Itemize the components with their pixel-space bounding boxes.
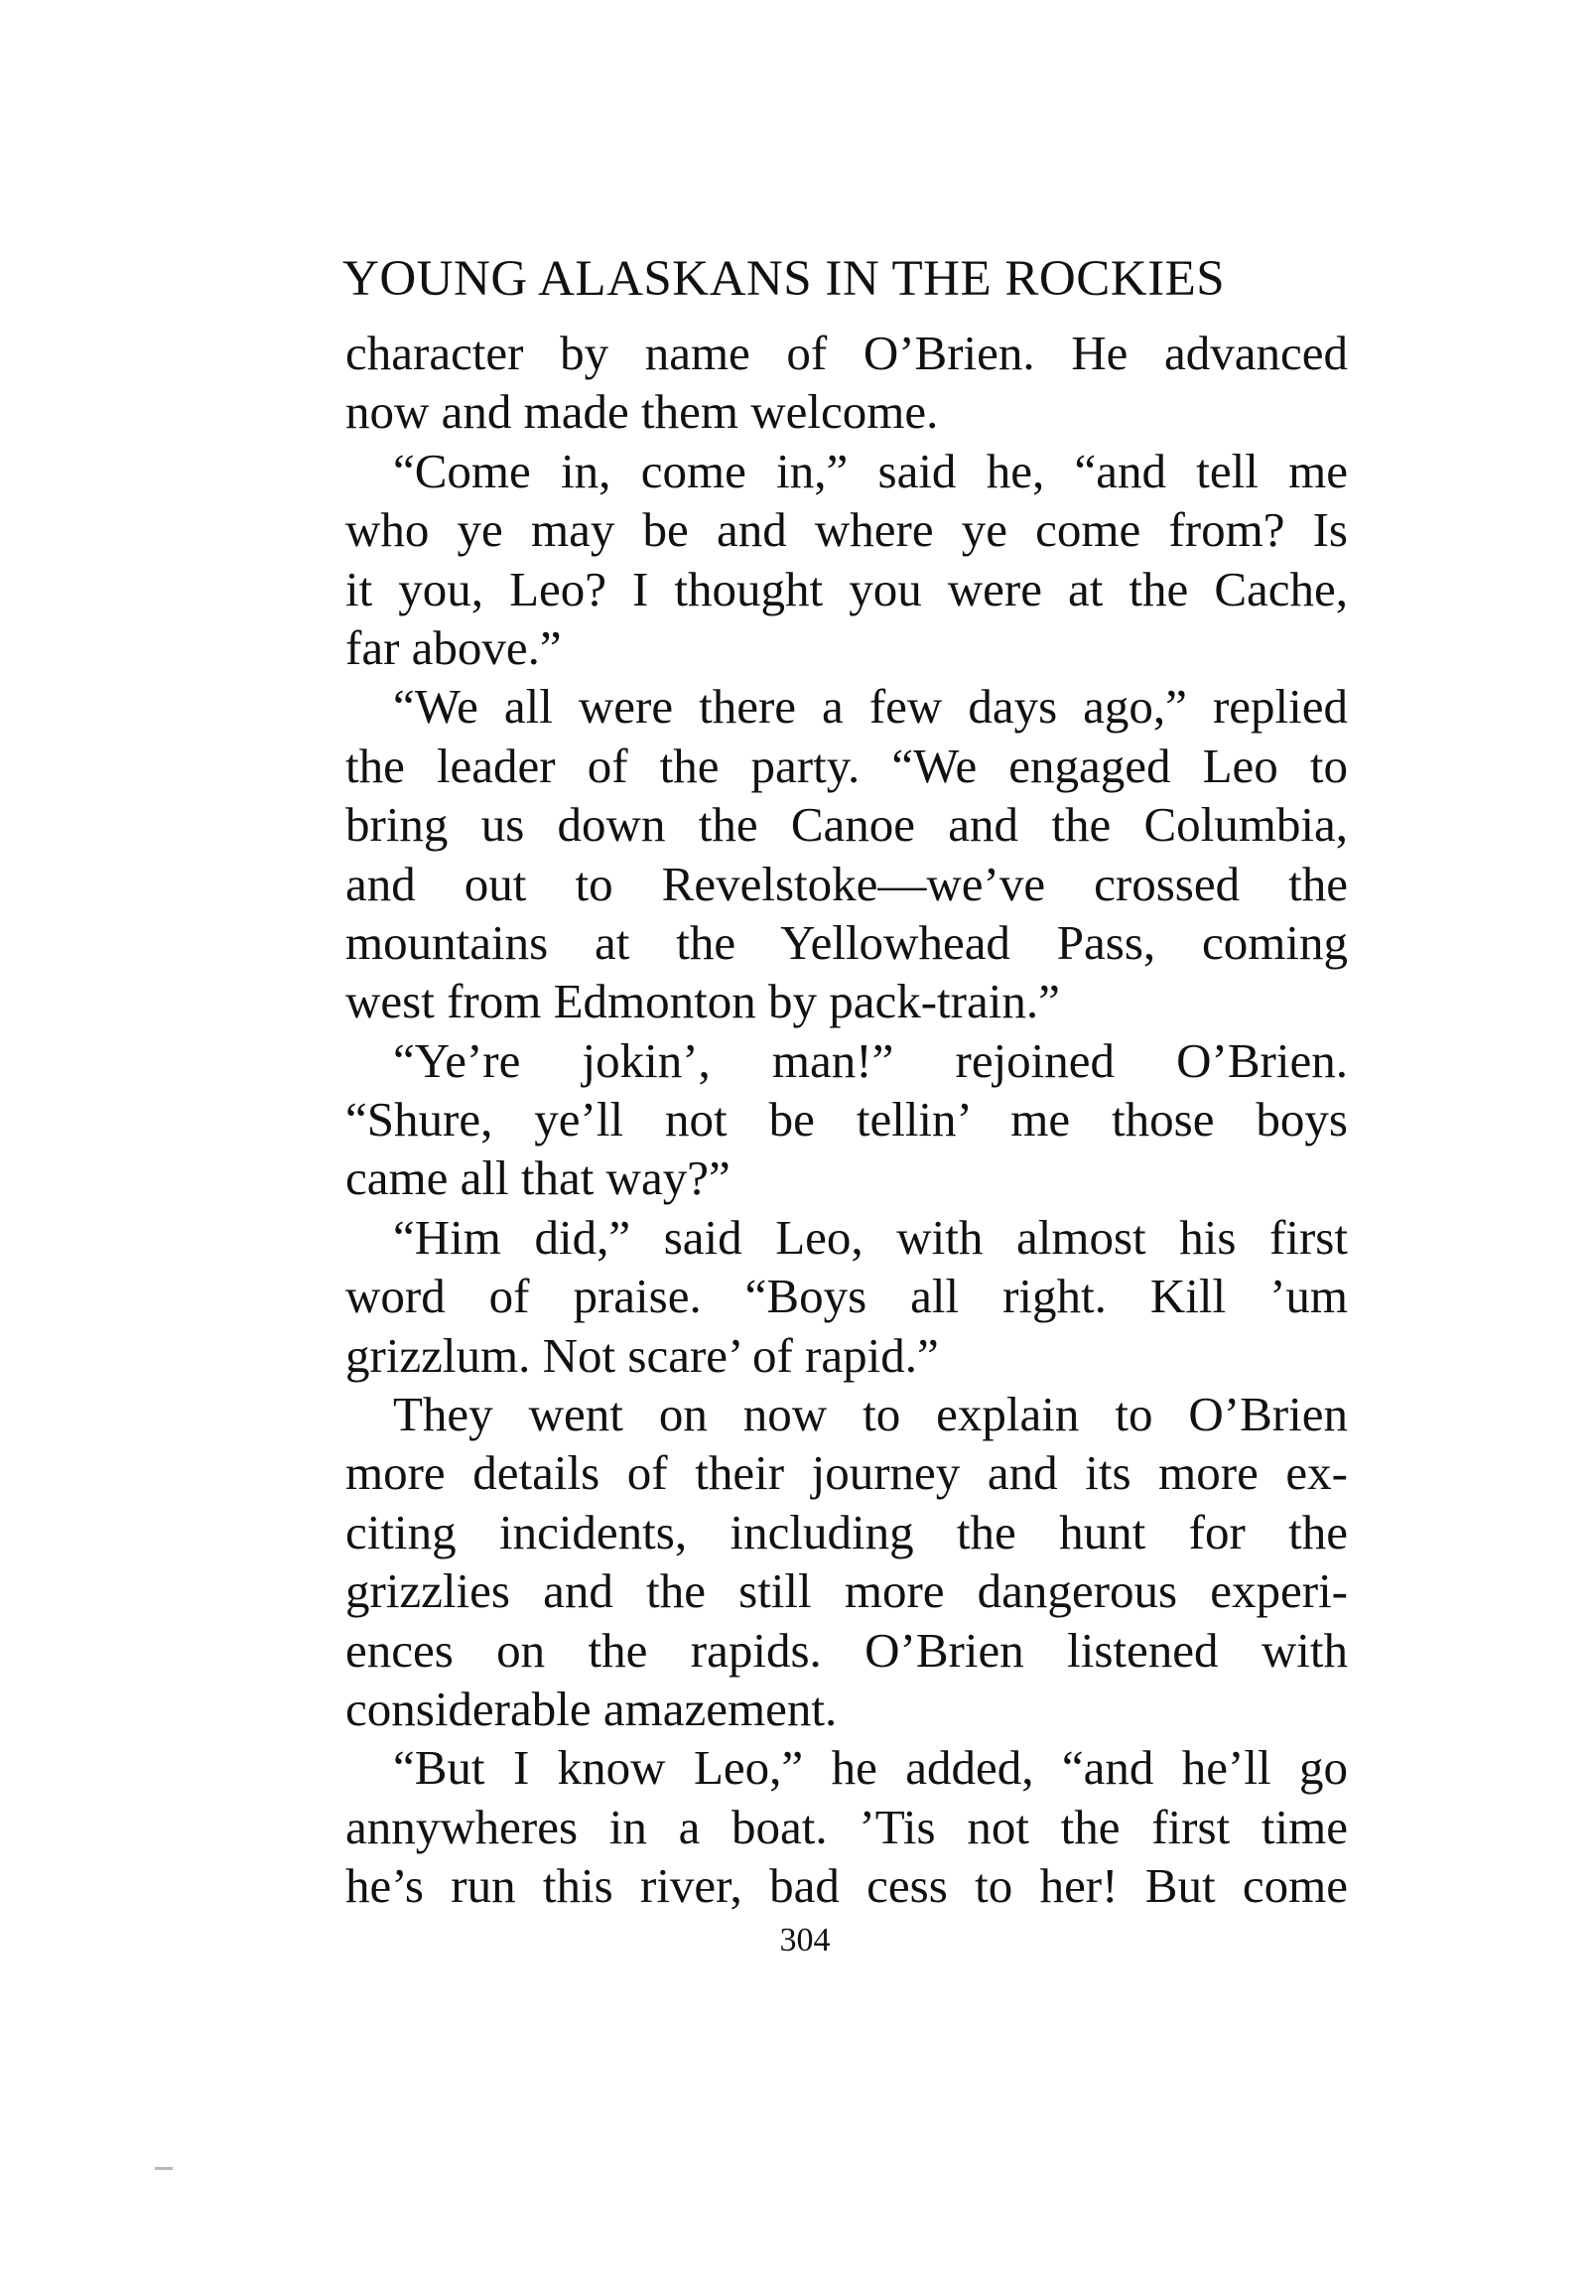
text-line: “But I know Leo,” he added, “and he’ll go bbox=[393, 1740, 1348, 1796]
text-line: grizzlum. Not scare’ of rapid.” bbox=[345, 1327, 939, 1383]
text-line: came all that way?” bbox=[345, 1150, 731, 1206]
text-line: character by name of O’Brien. He advanced bbox=[345, 326, 1348, 380]
text-line: “Ye’re jokin’, man!” rejoined O’Brien. bbox=[393, 1032, 1348, 1088]
text-line: word of praise. “Boys all right. Kill ’um bbox=[345, 1269, 1348, 1324]
running-head: YOUNG ALASKANS IN THE ROCKIES bbox=[342, 251, 1226, 307]
text-line: bring us down the Canoe and the Columbia, bbox=[345, 797, 1348, 853]
text-line: who ye may be and where ye come from? Is bbox=[345, 502, 1348, 558]
text-line: and out to Revelstoke—we’ve crossed the bbox=[345, 856, 1348, 911]
text-line: “Shure, ye’ll not be tellin’ me those boys bbox=[345, 1092, 1348, 1148]
text-line: mountains at the Yellowhead Pass, coming bbox=[345, 914, 1348, 970]
text-line: he’s run this river, bad cess to her! But come bbox=[345, 1858, 1348, 1914]
page-number: 304 bbox=[779, 1922, 831, 1958]
text-line: west from Edmonton by pack-train.” bbox=[345, 974, 1060, 1029]
text-line: “Him did,” said Leo, with almost his first bbox=[393, 1209, 1348, 1265]
text-line: They went on now to explain to O’Brien bbox=[393, 1387, 1348, 1442]
text-line: “Come in, come in,” said he, “and tell me bbox=[393, 443, 1348, 498]
text-line: considerable amazement. bbox=[345, 1681, 838, 1736]
text-line: grizzlies and the still more dangerous experi- bbox=[345, 1563, 1348, 1619]
body-text bbox=[345, 324, 1348, 1916]
text-line: ences on the rapids. O’Brien listened with bbox=[345, 1622, 1348, 1678]
text-line: it you, Leo? I thought you were at the Cache, bbox=[345, 561, 1348, 616]
text-line: “We all were there a few days ago,” replied bbox=[393, 679, 1348, 735]
text-line: annywheres in a boat. ’Tis not the first time bbox=[345, 1799, 1348, 1854]
text-line: more details of their journey and its more ex- bbox=[345, 1445, 1348, 1501]
text-line: far above.” bbox=[345, 619, 562, 675]
scan-speck bbox=[155, 2167, 173, 2170]
text-line: citing incidents, including the hunt for the bbox=[345, 1504, 1348, 1559]
text-line: now and made them welcome. bbox=[345, 384, 939, 440]
text-line: the leader of the party. “We engaged Leo to bbox=[345, 738, 1348, 793]
